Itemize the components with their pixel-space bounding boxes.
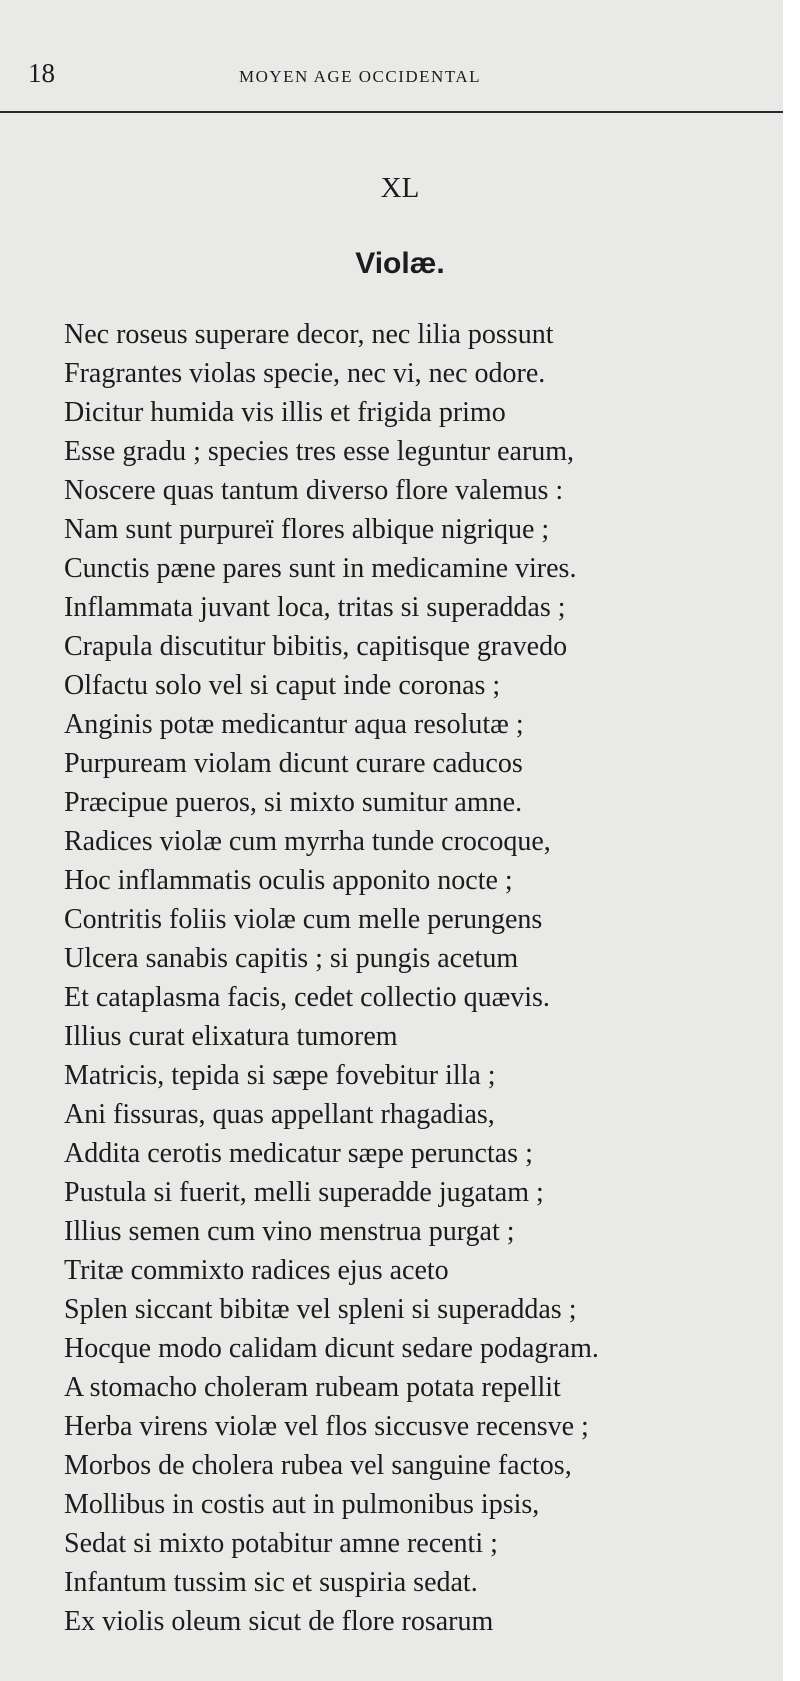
verse-line: Anginis potæ medicantur aqua resolutæ ; [64,709,524,740]
verse-line: Illius curat elixatura tumorem [64,1021,398,1052]
verse-line: Sedat si mixto potabitur amne recenti ; [64,1528,498,1559]
verse-line: Ulcera sanabis capitis ; si pungis acetum [64,943,519,974]
verse-line: Inflammata juvant loca, tritas si superaddas ; [64,592,566,623]
verse-line: Ex violis oleum sicut de flore rosarum [64,1606,494,1637]
poem-number: XL [380,172,420,204]
verse-line: Noscere quas tantum diverso flore valemus : [64,475,564,506]
verse-line: Nam sunt purpureï flores albique nigrique ; [64,514,550,545]
verse-line: Purpuream violam dicunt curare caducos [64,748,523,779]
verse-line: Matricis, tepida si sæpe fovebitur illa ; [64,1060,496,1091]
verse-line: Dicitur humida vis illis et frigida primo [64,397,506,428]
running-title: MOYEN AGE OCCIDENTAL [238,67,482,86]
verse-line: Illius semen cum vino menstrua purgat ; [64,1216,515,1247]
verse-line: Mollibus in costis aut in pulmonibus ipsis, [64,1489,540,1520]
poem-title: Violæ. [355,247,445,280]
verse-line: Cunctis pæne pares sunt in medicamine vires. [64,553,577,584]
verse-line: Olfactu solo vel si caput inde coronas ; [64,670,501,701]
page-number: 18 [28,58,55,88]
verse-line: Splen siccant bibitæ vel spleni si superaddas ; [64,1294,577,1325]
header-rule [0,111,783,113]
verse-line: Herba virens violæ vel flos siccusve recensve ; [64,1411,589,1442]
verse-line: Hocque modo calidam dicunt sedare podagram. [64,1333,599,1364]
verse-line: A stomacho choleram rubeam potata repellit [64,1372,561,1403]
verse-line: Addita cerotis medicatur sæpe perunctas ; [64,1138,533,1169]
verse-line: Et cataplasma facis, cedet collectio quævis. [64,982,550,1013]
verse-line: Pustula si fuerit, melli superadde jugatam ; [64,1177,544,1208]
verse-line: Nec roseus superare decor, nec lilia possunt [64,319,554,350]
verse-line: Tritæ commixto radices ejus aceto [64,1255,449,1286]
verse-line: Præcipue pueros, si mixto sumitur amne. [64,787,523,818]
poem-verses [64,315,764,1641]
verse-line: Ani fissuras, quas appellant rhagadias, [64,1099,495,1130]
verse-line: Fragrantes violas specie, nec vi, nec odore. [64,358,546,389]
verse-line: Infantum tussim sic et suspiria sedat. [64,1567,478,1598]
verse-line: Contritis foliis violæ cum melle perungens [64,904,543,935]
verse-line: Esse gradu ; species tres esse leguntur earum, [64,436,575,467]
verse-line: Radices violæ cum myrrha tunde crocoque, [64,826,551,857]
verse-line: Hoc inflammatis oculis apponito nocte ; [64,865,513,896]
verse-line: Crapula discutitur bibitis, capitisque gravedo [64,631,568,662]
verse-line: Morbos de cholera rubea vel sanguine factos, [64,1450,572,1481]
